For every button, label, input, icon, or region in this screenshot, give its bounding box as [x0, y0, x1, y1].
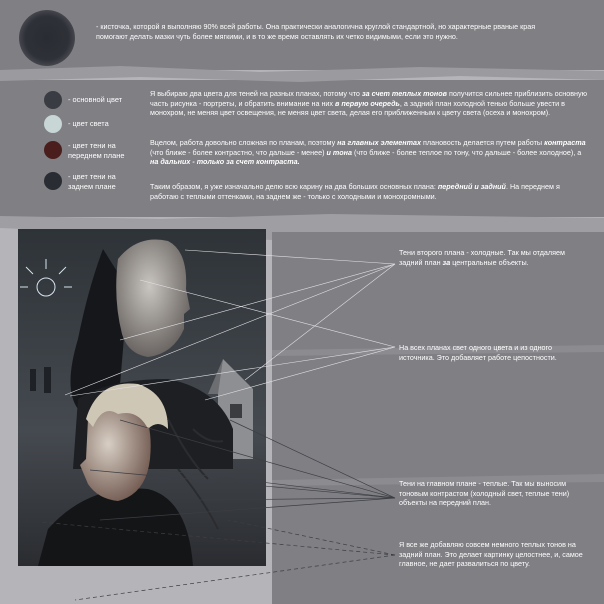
paragraph-planes: Вцелом, работа довольно сложная по планам, поэтому на главных элементах плановость делается путем работы контраста (что ближе - более контрастно, что дальше - менее) и тона (что ближе - более теплое по тону, что дальше - более холодное), а на дальних - только за счет контраста. [150, 138, 586, 167]
note-front-shadows: Тени на главном плане - теплые. Так мы выносим тоновым контрастом (холодный свет, теплые тени) объекты на передний план. [399, 479, 570, 508]
brush-note: - кисточка, которой я выполняю 90% всей работы. Она практически аналогична круглой стандартной, но характерные рваные края помогают делать мазки чуть более мягкими, и в то же время оставлять их четко видимыми, если это нужно. [96, 22, 536, 41]
note-back-shadows: Тени второго плана - холодные. Так мы отдаляем задний план за центральные объекты. [399, 248, 565, 267]
light-color-label: - цвет света [68, 119, 109, 128]
main-color-label: - основной цвет [68, 95, 123, 104]
note-single-light: На всех планах свет одного цвета и из одного источника. Это добавляет работе цепостности. [399, 343, 557, 362]
front-shadow-label: - цвет тени на переднем плане [68, 141, 125, 160]
paragraph-two-colors: Я выбираю два цвета для теней на разных планах, потому что за счет теплых тонов получится сильнее приблизить основную часть рисунка - портреты, и обратить внимание на них в первую очередь, а задний план холодной тенью больше увести в монохром, не меняя цвет освещения, не меняя цвет света, делая его приближенным к цвету света (осеха и монохром). [150, 89, 588, 118]
note-warm-tones: Я все же добавляю совсем немного теплых тонов на задний план. Это делает картинку целостнее, и, самое главное, не дает развалиться по цвету. [399, 540, 583, 569]
paragraph-division: Таким образом, я уже изначально делю всю карину на два больших основных плана: передний и задний. На переднем я работаю с теплыми оттенками, на заднем же - только с холодными и монохромными. [150, 182, 560, 201]
back-shadow-label: - цвет тени на заднем плане [68, 172, 116, 191]
